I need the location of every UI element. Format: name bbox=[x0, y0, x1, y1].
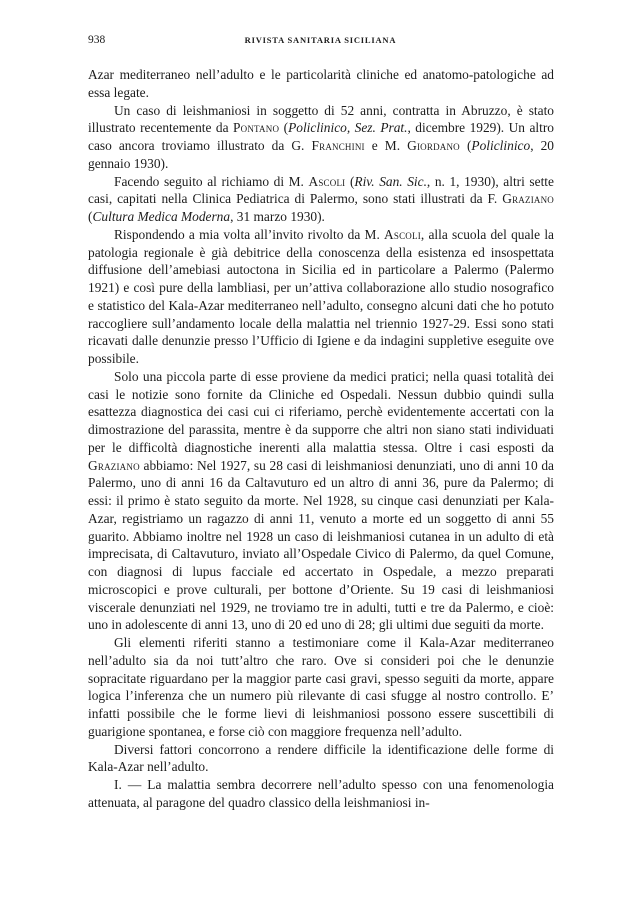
text-run: , 20 gennaio 1930). bbox=[88, 138, 554, 171]
author-name: Giordano bbox=[407, 138, 460, 153]
paragraph-pontano-case bbox=[88, 102, 554, 173]
text-run: , n. 1, 1930), altri sette casi, capitati nella Clinica Pediatrica di Palermo, sono stati illustrati da F. bbox=[88, 173, 554, 207]
author-name: Graziano bbox=[502, 191, 554, 207]
text-run: ( bbox=[88, 209, 93, 224]
text-run: Azar mediterraneo nell’adulto e le particolarità cliniche ed anatomo-patologiche ad essa legate. bbox=[88, 67, 554, 100]
text-run: e M. bbox=[364, 138, 408, 153]
journal-citation: Policlinico bbox=[471, 138, 531, 153]
author-name: Franchini bbox=[311, 138, 365, 153]
author-name: Pontano bbox=[233, 120, 280, 136]
text-run: Solo una piccola parte di esse proviene da medici pratici; nella quasi totalità dei casi le notizie sono fornite da Cliniche ed Ospedali. Nessun dubbio quindi sulla esattezza diagnostica dei casi cui ci riferiamo, perchè evidentemente accertati con la dimostrazione del parassita, mentre è da supporre che altri non siano stati individuati per le difficoltà diagnostiche inerenti alla malattia stessa. Oltre i casi esposti da bbox=[88, 368, 554, 455]
text-run: ( bbox=[345, 173, 355, 189]
paragraph-case-data bbox=[88, 368, 554, 634]
paragraph-continuation bbox=[88, 66, 554, 102]
paragraph-point-one bbox=[88, 776, 554, 812]
text-run: Diversi fattori concorrono a rendere difficile la identificazione delle forme di Kala-Azar nell’adulto. bbox=[88, 741, 554, 775]
author-name: Ascoli bbox=[384, 226, 421, 242]
paragraph-ascoli-call bbox=[88, 173, 554, 226]
paragraph-factors bbox=[88, 741, 554, 777]
text-run: , 31 marzo 1930). bbox=[230, 209, 325, 224]
text-run: ( bbox=[459, 138, 472, 153]
author-name: Graziano bbox=[88, 457, 140, 473]
text-run: I. — La malattia sembra decorrere nell’adulto spesso con una fenomenologia attenuata, al paragone del quadro classico della leishmaniosi in- bbox=[88, 777, 554, 810]
text-run: Un caso di leishmaniosi in soggetto di 52 anni, contratta in Abruzzo, è stato illustrato recentemente da bbox=[88, 102, 554, 136]
running-header bbox=[88, 34, 553, 50]
text-run: Gli elementi riferiti stanno a testimoniare come il Kala-Azar mediterraneo nell’adulto sia da noi tutt’altro che raro. Ove si consideri poi che le denunzie sopracitate riguardano per la maggior parte casi gravi, spesso seguiti da morte, appare logica l’inferenza che un numero più rilevante di casi sfugge al nostro controllo. E’ infatti possibile che le forme lievi di leishmaniosi possono essere suscettibili di guarigione spontanea, e forse ciò con maggiore frequenza nell’adulto. bbox=[88, 635, 554, 739]
paragraph-response bbox=[88, 226, 554, 368]
author-name: Ascoli bbox=[308, 173, 346, 189]
text-run: , dicembre 1929). Un altro caso ancora troviamo illustrato da G. bbox=[88, 120, 554, 153]
paragraph-conclusions bbox=[88, 634, 554, 741]
journal-citation: Policlinico, Sez. Prat. bbox=[288, 120, 408, 136]
journal-citation: Cultura Medica Moderna bbox=[92, 209, 231, 224]
journal-title: RIVISTA SANITARIA SICILIANA bbox=[244, 35, 397, 45]
article-body bbox=[88, 66, 554, 812]
text-run: , alla scuola del quale la patologia regionale è già debitrice della conoscenza della esistenza ed insospettata diffusione dell’amebiasi autoctona in Sicilia ed in particolare a Palermo (Palermo 1921) e così pure della lambliasi, per un’attiva collaborazione allo studio nosografico e statistico del Kala-Azar mediterraneo nell’adulto, consegno alcuni dati che ho potuto raccogliere sull’andamento locale della malattia nel triennio 1927-29. Essi sono stati ricavati dalle denunzie presso l’Ufficio di Igiene e da indagini suppletive eseguite ove possibile. bbox=[88, 226, 554, 366]
text-run: Facendo seguito al richiamo di M. bbox=[114, 173, 309, 189]
page-number: 938 bbox=[88, 34, 106, 46]
text-run: Rispondendo a mia volta all’invito rivolto da M. bbox=[114, 226, 385, 242]
text-run: abbiamo: Nel 1927, su 28 casi di leishmaniosi denunziati, uno di anni 10 da Palermo, uno di anni 16 da Caltavuturo ed un altro di anni 36, pure da Palermo; di essi: il primo è stato seguito da morte. Nel 1928, su cinque casi denunziati per Kala-Azar, registriamo un ragazzo di anni 11, venuto a morte ed un soggetto di anni 55 guarito. Abbiamo inoltre nel 1928 un caso di leishmaniosi cutanea in un adulto di età imprecisata, di Caltavuturo, inviato all’Ospedale Civico di Palermo, da quel Comune, con diagnosi di lupus facciale ed accertato in Ospedale, a mezzo preparati microscopici e prove culturali, per bottone d’Oriente. Su 19 casi di leishmaniosi viscerale denunziati nel 1929, ne troviamo tre in adulti, tutti e tre da Palermo, e cioè: uno in adolescente di anni 13, uno di 20 ed uno di 28; gli ultimi due seguiti da morte. bbox=[88, 457, 554, 633]
text-run: ( bbox=[279, 120, 289, 136]
journal-citation: Riv. San. Sic. bbox=[354, 173, 427, 189]
